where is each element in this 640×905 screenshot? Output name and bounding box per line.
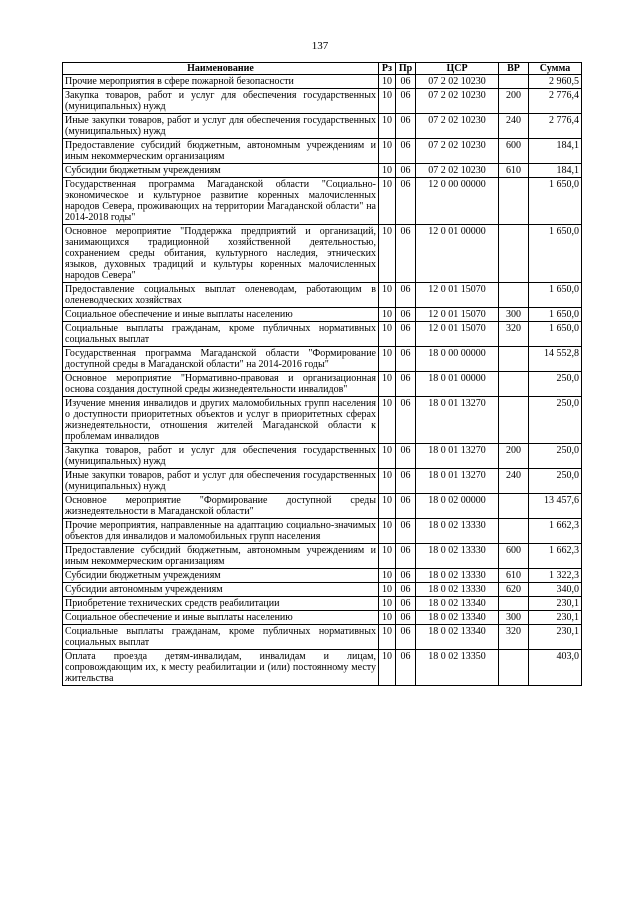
cell-rz: 10 — [379, 611, 396, 625]
cell-name: Государственная программа Магаданской области "Формирование доступной среды в Магаданской области" на 2014-2016 годы" — [63, 347, 379, 372]
cell-sum: 1 322,3 — [529, 569, 582, 583]
cell-pr: 06 — [396, 347, 416, 372]
cell-csr: 18 0 02 00000 — [416, 494, 499, 519]
cell-name: Государственная программа Магаданской области "Социально-экономическое и культурное развитие коренных малочисленных народов Севера, проживающих на территории Магаданской области" на 2014-2018 годы" — [63, 178, 379, 225]
table-row — [63, 597, 582, 611]
cell-vr: 610 — [499, 164, 529, 178]
cell-sum: 250,0 — [529, 469, 582, 494]
cell-csr: 18 0 01 13270 — [416, 469, 499, 494]
cell-rz: 10 — [379, 469, 396, 494]
cell-rz: 10 — [379, 444, 396, 469]
cell-vr — [499, 519, 529, 544]
table-row — [63, 494, 582, 519]
cell-sum: 1 650,0 — [529, 308, 582, 322]
cell-sum: 184,1 — [529, 139, 582, 164]
cell-name: Социальное обеспечение и иные выплаты населению — [63, 308, 379, 322]
cell-sum: 403,0 — [529, 650, 582, 686]
cell-pr: 06 — [396, 114, 416, 139]
table-row — [63, 583, 582, 597]
cell-vr — [499, 347, 529, 372]
cell-csr: 18 0 02 13330 — [416, 519, 499, 544]
cell-pr: 06 — [396, 322, 416, 347]
cell-name: Иные закупки товаров, работ и услуг для обеспечения государственных (муниципальных) нужд — [63, 114, 379, 139]
cell-vr: 200 — [499, 444, 529, 469]
cell-name: Основное мероприятие "Нормативно-правовая и организационная основа создания доступной среды жизнедеятельности инвалидов" — [63, 372, 379, 397]
header-csr: ЦСР — [416, 63, 499, 75]
cell-csr: 07 2 02 10230 — [416, 75, 499, 89]
cell-sum: 2 776,4 — [529, 114, 582, 139]
cell-vr: 300 — [499, 308, 529, 322]
cell-csr: 12 0 01 15070 — [416, 308, 499, 322]
table-row — [63, 519, 582, 544]
cell-rz: 10 — [379, 544, 396, 569]
cell-rz: 10 — [379, 597, 396, 611]
cell-pr: 06 — [396, 469, 416, 494]
cell-pr: 06 — [396, 569, 416, 583]
cell-rz: 10 — [379, 178, 396, 225]
table-row — [63, 89, 582, 114]
cell-rz: 10 — [379, 283, 396, 308]
cell-name: Субсидии бюджетным учреждениям — [63, 164, 379, 178]
cell-rz: 10 — [379, 569, 396, 583]
table-row — [63, 569, 582, 583]
header-name: Наименование — [63, 63, 379, 75]
cell-vr — [499, 225, 529, 283]
cell-rz: 10 — [379, 494, 396, 519]
cell-sum: 230,1 — [529, 611, 582, 625]
cell-sum: 340,0 — [529, 583, 582, 597]
table-row — [63, 372, 582, 397]
cell-sum: 250,0 — [529, 444, 582, 469]
cell-vr: 240 — [499, 114, 529, 139]
cell-sum: 1 662,3 — [529, 544, 582, 569]
cell-csr: 12 0 01 15070 — [416, 283, 499, 308]
cell-csr: 12 0 01 00000 — [416, 225, 499, 283]
cell-name: Иные закупки товаров, работ и услуг для обеспечения государственных (муниципальных) нужд — [63, 469, 379, 494]
cell-name: Социальное обеспечение и иные выплаты населению — [63, 611, 379, 625]
cell-name: Закупка товаров, работ и услуг для обеспечения государственных (муниципальных) нужд — [63, 89, 379, 114]
cell-rz: 10 — [379, 139, 396, 164]
cell-csr: 18 0 01 13270 — [416, 397, 499, 444]
cell-pr: 06 — [396, 494, 416, 519]
cell-pr: 06 — [396, 308, 416, 322]
cell-rz: 10 — [379, 583, 396, 597]
cell-pr: 06 — [396, 89, 416, 114]
cell-name: Изучение мнения инвалидов и других маломобильных групп населения о доступности приоритетных объектов и услуг в приоритетных сферах жизнедеятельности, отношения жителей Магаданской области к проблемам инвалидов — [63, 397, 379, 444]
cell-name: Основное мероприятие "Формирование доступной среды жизнедеятельности в Магаданской области" — [63, 494, 379, 519]
cell-vr: 320 — [499, 322, 529, 347]
cell-csr: 18 0 00 00000 — [416, 347, 499, 372]
budget-table — [62, 62, 582, 686]
cell-rz: 10 — [379, 75, 396, 89]
cell-sum: 250,0 — [529, 397, 582, 444]
table-row — [63, 544, 582, 569]
cell-vr: 610 — [499, 569, 529, 583]
table-row — [63, 611, 582, 625]
cell-pr: 06 — [396, 164, 416, 178]
cell-sum: 1 662,3 — [529, 519, 582, 544]
cell-sum: 14 552,8 — [529, 347, 582, 372]
cell-name: Оплата проезда детям-инвалидам, инвалидам и лицам, сопровождающим их, к месту реабилитации и (или) постоянному месту жительства — [63, 650, 379, 686]
cell-sum: 1 650,0 — [529, 178, 582, 225]
cell-name: Основное мероприятие "Поддержка предприятий и организаций, занимающихся традиционной хозяйственной деятельностью, сохранением среды обитания, культурного наследия, этнических языков, духовных традиций и культуры коренных малочисленных народов Севера" — [63, 225, 379, 283]
cell-pr: 06 — [396, 178, 416, 225]
cell-vr: 600 — [499, 139, 529, 164]
cell-csr: 18 0 02 13340 — [416, 611, 499, 625]
cell-csr: 18 0 02 13340 — [416, 625, 499, 650]
table-row — [63, 75, 582, 89]
cell-sum: 1 650,0 — [529, 283, 582, 308]
cell-sum: 1 650,0 — [529, 225, 582, 283]
cell-vr — [499, 372, 529, 397]
cell-rz: 10 — [379, 308, 396, 322]
header-rz: Рз — [379, 63, 396, 75]
table-row — [63, 139, 582, 164]
cell-vr: 620 — [499, 583, 529, 597]
cell-sum: 250,0 — [529, 372, 582, 397]
cell-vr — [499, 178, 529, 225]
cell-name: Прочие мероприятия, направленные на адаптацию социально-значимых объектов для инвалидов и маломобильных групп населения — [63, 519, 379, 544]
cell-csr: 07 2 02 10230 — [416, 89, 499, 114]
table-row — [63, 347, 582, 372]
cell-name: Предоставление социальных выплат оленеводам, работающим в оленеводческих хозяйствах — [63, 283, 379, 308]
cell-csr: 12 0 00 00000 — [416, 178, 499, 225]
cell-sum: 13 457,6 — [529, 494, 582, 519]
cell-rz: 10 — [379, 625, 396, 650]
table-row — [63, 164, 582, 178]
table-row — [63, 469, 582, 494]
table-row — [63, 444, 582, 469]
cell-csr: 18 0 02 13330 — [416, 544, 499, 569]
cell-pr: 06 — [396, 397, 416, 444]
cell-pr: 06 — [396, 225, 416, 283]
cell-vr: 200 — [499, 89, 529, 114]
cell-rz: 10 — [379, 397, 396, 444]
cell-rz: 10 — [379, 322, 396, 347]
cell-name: Прочие мероприятия в сфере пожарной безопасности — [63, 75, 379, 89]
cell-name: Субсидии автономным учреждениям — [63, 583, 379, 597]
table-row — [63, 308, 582, 322]
cell-rz: 10 — [379, 89, 396, 114]
cell-sum: 2 960,5 — [529, 75, 582, 89]
table-row — [63, 625, 582, 650]
table-row — [63, 225, 582, 283]
header-vr: ВР — [499, 63, 529, 75]
cell-vr — [499, 494, 529, 519]
cell-vr: 240 — [499, 469, 529, 494]
cell-csr: 18 0 01 13270 — [416, 444, 499, 469]
cell-name: Приобретение технических средств реабилитации — [63, 597, 379, 611]
cell-pr: 06 — [396, 544, 416, 569]
cell-name: Предоставление субсидий бюджетным, автономным учреждениям и иным некоммерческим организациям — [63, 139, 379, 164]
cell-rz: 10 — [379, 347, 396, 372]
cell-pr: 06 — [396, 625, 416, 650]
cell-rz: 10 — [379, 650, 396, 686]
cell-pr: 06 — [396, 597, 416, 611]
table-row — [63, 178, 582, 225]
cell-sum: 230,1 — [529, 625, 582, 650]
page-number: 137 — [311, 40, 329, 52]
cell-name: Субсидии бюджетным учреждениям — [63, 569, 379, 583]
cell-pr: 06 — [396, 650, 416, 686]
cell-vr — [499, 75, 529, 89]
cell-pr: 06 — [396, 611, 416, 625]
cell-csr: 12 0 01 15070 — [416, 322, 499, 347]
cell-csr: 07 2 02 10230 — [416, 114, 499, 139]
cell-vr — [499, 597, 529, 611]
cell-pr: 06 — [396, 283, 416, 308]
header-sum: Сумма — [529, 63, 582, 75]
cell-pr: 06 — [396, 583, 416, 597]
cell-rz: 10 — [379, 164, 396, 178]
cell-vr — [499, 650, 529, 686]
cell-sum: 1 650,0 — [529, 322, 582, 347]
cell-rz: 10 — [379, 372, 396, 397]
cell-vr: 600 — [499, 544, 529, 569]
table-row — [63, 283, 582, 308]
header-pr: Пр — [396, 63, 416, 75]
cell-pr: 06 — [396, 519, 416, 544]
cell-csr: 07 2 02 10230 — [416, 139, 499, 164]
cell-name: Социальные выплаты гражданам, кроме публичных нормативных социальных выплат — [63, 625, 379, 650]
cell-vr: 320 — [499, 625, 529, 650]
table-row — [63, 322, 582, 347]
cell-vr — [499, 397, 529, 444]
cell-pr: 06 — [396, 75, 416, 89]
cell-rz: 10 — [379, 225, 396, 283]
cell-csr: 18 0 02 13330 — [416, 583, 499, 597]
table-row — [63, 397, 582, 444]
cell-csr: 18 0 02 13350 — [416, 650, 499, 686]
cell-csr: 07 2 02 10230 — [416, 164, 499, 178]
cell-rz: 10 — [379, 114, 396, 139]
cell-pr: 06 — [396, 139, 416, 164]
table-header-row — [63, 63, 582, 75]
cell-vr — [499, 283, 529, 308]
cell-vr: 300 — [499, 611, 529, 625]
cell-sum: 184,1 — [529, 164, 582, 178]
cell-name: Социальные выплаты гражданам, кроме публичных нормативных социальных выплат — [63, 322, 379, 347]
table-row — [63, 650, 582, 686]
cell-name: Предоставление субсидий бюджетным, автономным учреждениям и иным некоммерческим организациям — [63, 544, 379, 569]
cell-pr: 06 — [396, 372, 416, 397]
cell-csr: 18 0 01 00000 — [416, 372, 499, 397]
cell-sum: 230,1 — [529, 597, 582, 611]
cell-csr: 18 0 02 13330 — [416, 569, 499, 583]
cell-csr: 18 0 02 13340 — [416, 597, 499, 611]
cell-sum: 2 776,4 — [529, 89, 582, 114]
cell-pr: 06 — [396, 444, 416, 469]
cell-name: Закупка товаров, работ и услуг для обеспечения государственных (муниципальных) нужд — [63, 444, 379, 469]
table-row — [63, 114, 582, 139]
cell-rz: 10 — [379, 519, 396, 544]
